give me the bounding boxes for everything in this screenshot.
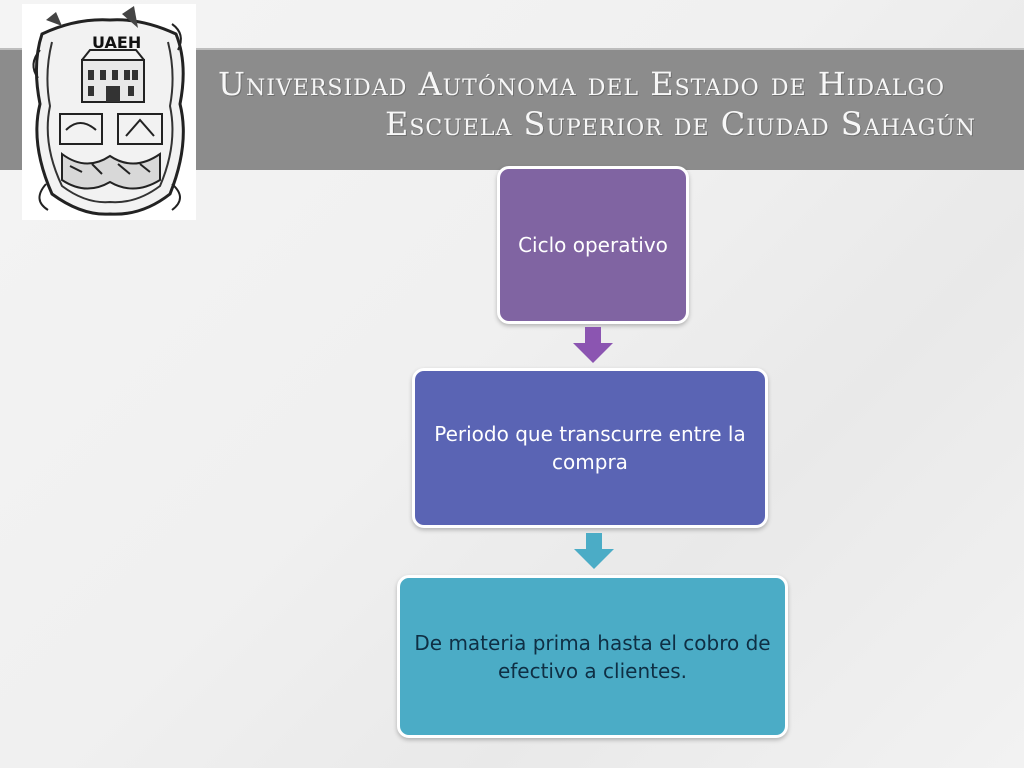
step-1-box: [497, 166, 689, 324]
step-3-box: [397, 575, 788, 738]
uaeh-logo-icon: [22, 4, 196, 220]
school-name: Escuela Superior de Ciudad Sahagún: [385, 105, 977, 143]
university-name: Universidad Autónoma del Estado de Hidalgo: [218, 65, 946, 103]
step-1-label: Ciclo operativo: [518, 233, 668, 257]
logo-text: UAEH: [92, 33, 142, 52]
header-title: [218, 64, 1018, 144]
down-arrow-1-icon: [573, 327, 613, 363]
step-2-box: [412, 368, 768, 528]
down-arrow-2-icon: [574, 533, 614, 569]
step-3-label: De materia prima hasta el cobro de efectivo a clientes.: [414, 630, 771, 683]
step-2-label: Periodo que transcurre entre la compra: [434, 422, 746, 474]
